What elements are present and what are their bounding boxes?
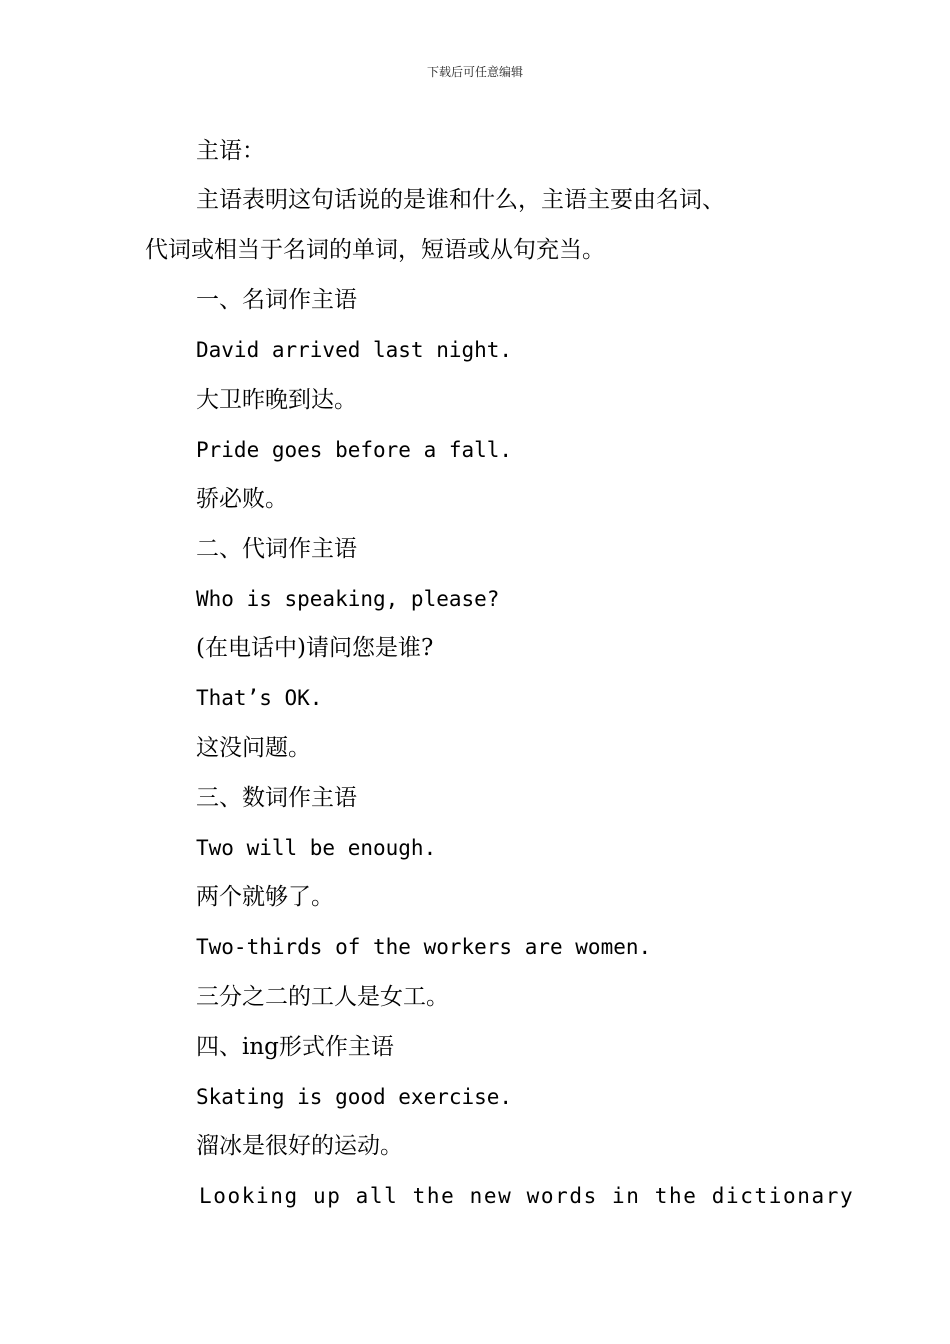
section-2-example-1-en: Who is speaking, please?: [196, 587, 500, 611]
section-1-example-2-zh: 骄必败。: [196, 486, 288, 512]
intro-line-1: 主语表明这句话说的是谁和什么，主语主要由名词、: [196, 187, 725, 213]
section-3-example-1-zh: 两个就够了。: [196, 884, 334, 910]
section-1-example-1-zh: 大卫昨晚到达。: [196, 387, 357, 413]
section-4-example-1-en: Skating is good exercise.: [196, 1085, 513, 1109]
section-3-example-1-en: Two will be enough.: [196, 836, 437, 860]
section-1-example-2-en: Pride goes before a fall.: [196, 438, 513, 462]
intro-line-2: 代词或相当于名词的单词，短语或从句充当。: [145, 237, 605, 263]
section-3-title: 三、数词作主语: [196, 785, 357, 811]
section-4-example-1-zh: 溜冰是很好的运动。: [196, 1133, 403, 1159]
page-header: 下载后可任意编辑: [426, 65, 523, 79]
section-3-example-2-en: Two-thirds of the workers are women.: [196, 935, 652, 959]
section-1-example-1-en: David arrived last night.: [196, 338, 513, 362]
section-1-title: 一、名词作主语: [196, 287, 357, 313]
section-2-title: 二、代词作主语: [196, 536, 357, 562]
section-4-example-2-en: Looking up all the new words in the dictionary: [199, 1184, 855, 1208]
section-4-title: 四、ing形式作主语: [196, 1034, 394, 1060]
section-2-example-2-zh: 这没问题。: [196, 735, 311, 761]
section-3-example-2-zh: 三分之二的工人是女工。: [196, 984, 449, 1010]
section-2-example-1-zh: (在电话中)请问您是谁?: [196, 635, 434, 661]
heading-subject: 主语：: [196, 138, 265, 164]
section-2-example-2-en: That’s OK.: [196, 686, 323, 710]
